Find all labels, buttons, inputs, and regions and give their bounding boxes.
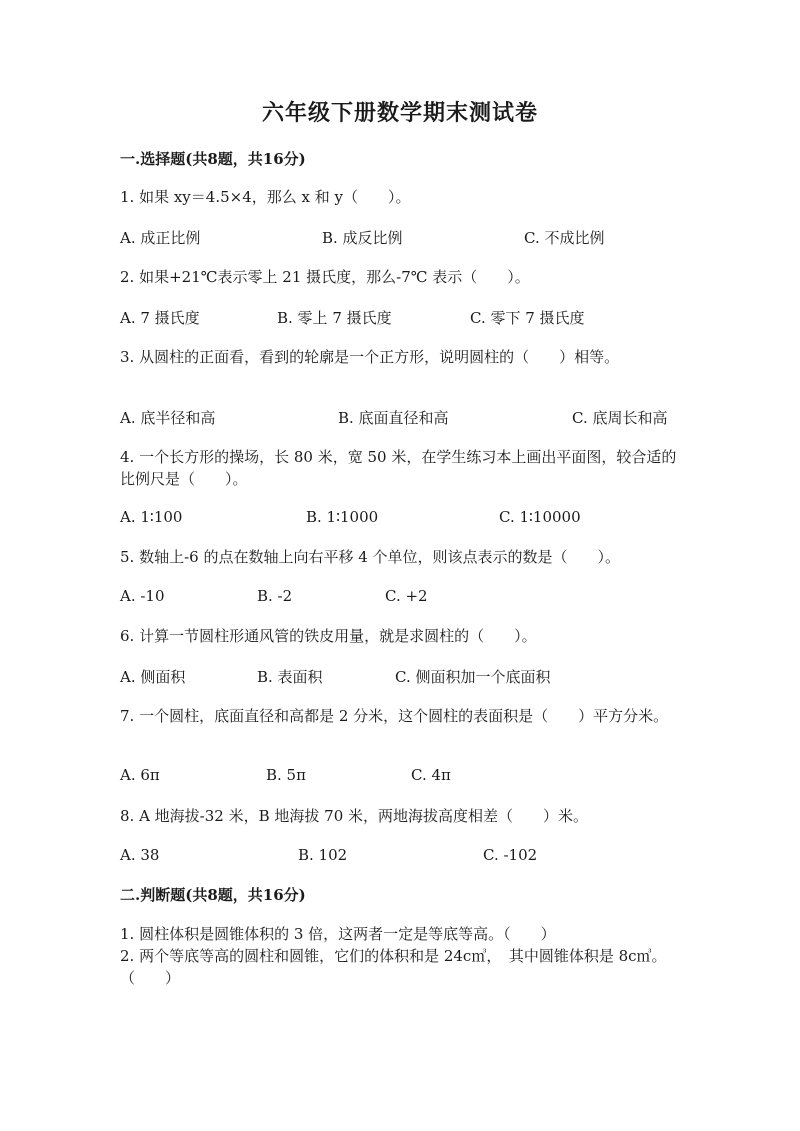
q4-option-b: B. 1∶1000 (306, 508, 379, 526)
q5-option-a: A. -10 (120, 587, 165, 605)
q6-option-a: A. 侧面积 (120, 668, 186, 686)
section-heading-choice: 一.选择题(共8题，共16分) (120, 150, 306, 168)
q6-option-b: B. 表面积 (257, 668, 323, 686)
q1-option-b: B. 成反比例 (322, 229, 403, 247)
q6-option-c: C. 侧面积加一个底面积 (395, 668, 551, 686)
section-heading-judgement: 二.判断题(共8题，共16分) (120, 886, 306, 904)
q8-option-c: C. -102 (483, 846, 538, 864)
q3-option-b: B. 底面直径和高 (338, 409, 449, 427)
judgement-2: 2. 两个等底等高的圆柱和圆锥，它们的体积和是 24c㎥， 其中圆锥体积是 8c㎥。（ ） (120, 947, 667, 987)
q3-option-c: C. 底周长和高 (572, 409, 668, 427)
question-3: 3. 从圆柱的正面看，看到的轮廓是一个正方形，说明圆柱的（ ）相等。 (120, 348, 620, 366)
q1-option-c: C. 不成比例 (524, 229, 605, 247)
q2-option-b: B. 零上 7 摄氏度 (277, 309, 392, 327)
q4-option-a: A. 1∶100 (120, 508, 183, 526)
question-6: 6. 计算一节圆柱形通风管的铁皮用量，就是求圆柱的（ ）。 (120, 627, 537, 645)
q2-option-a: A. 7 摄氏度 (120, 309, 200, 327)
q8-option-b: B. 102 (298, 846, 348, 864)
q1-option-a: A. 成正比例 (120, 229, 201, 247)
q4-option-c: C. 1∶10000 (499, 508, 581, 526)
q7-option-b: B. 5π (266, 766, 306, 784)
question-1: 1. 如果 xy＝4.5×4，那么 x 和 y（ ）。 (120, 188, 411, 206)
question-8: 8. A 地海拔-32 米，B 地海拔 70 米，两地海拔高度相差（ ）米。 (120, 807, 589, 825)
question-7: 7. 一个圆柱，底面直径和高都是 2 分米，这个圆柱的表面积是（ ）平方分米。 (120, 707, 669, 725)
question-5: 5. 数轴上-6 的点在数轴上向右平移 4 个单位，则该点表示的数是（ ）。 (120, 548, 621, 566)
q8-option-a: A. 38 (120, 846, 160, 864)
q2-option-c: C. 零下 7 摄氏度 (470, 309, 585, 327)
judgement-1: 1. 圆柱体积是圆锥体积的 3 倍，这两者一定是等底等高。（ ） (120, 925, 556, 943)
q7-option-a: A. 6π (120, 766, 160, 784)
page-title: 六年级下册数学期末测试卷 (261, 100, 538, 126)
question-2: 2. 如果+21℃表示零上 21 摄氏度，那么-7℃ 表示（ ）。 (120, 268, 530, 286)
q7-option-c: C. 4π (411, 766, 451, 784)
q5-option-b: B. -2 (257, 587, 293, 605)
question-4: 4. 一个长方形的操场，长 80 米，宽 50 米，在学生练习本上画出平面图，较合适的比例尺是（ ）。 (120, 448, 677, 488)
q5-option-c: C. +2 (385, 587, 428, 605)
q3-option-a: A. 底半径和高 (120, 409, 216, 427)
